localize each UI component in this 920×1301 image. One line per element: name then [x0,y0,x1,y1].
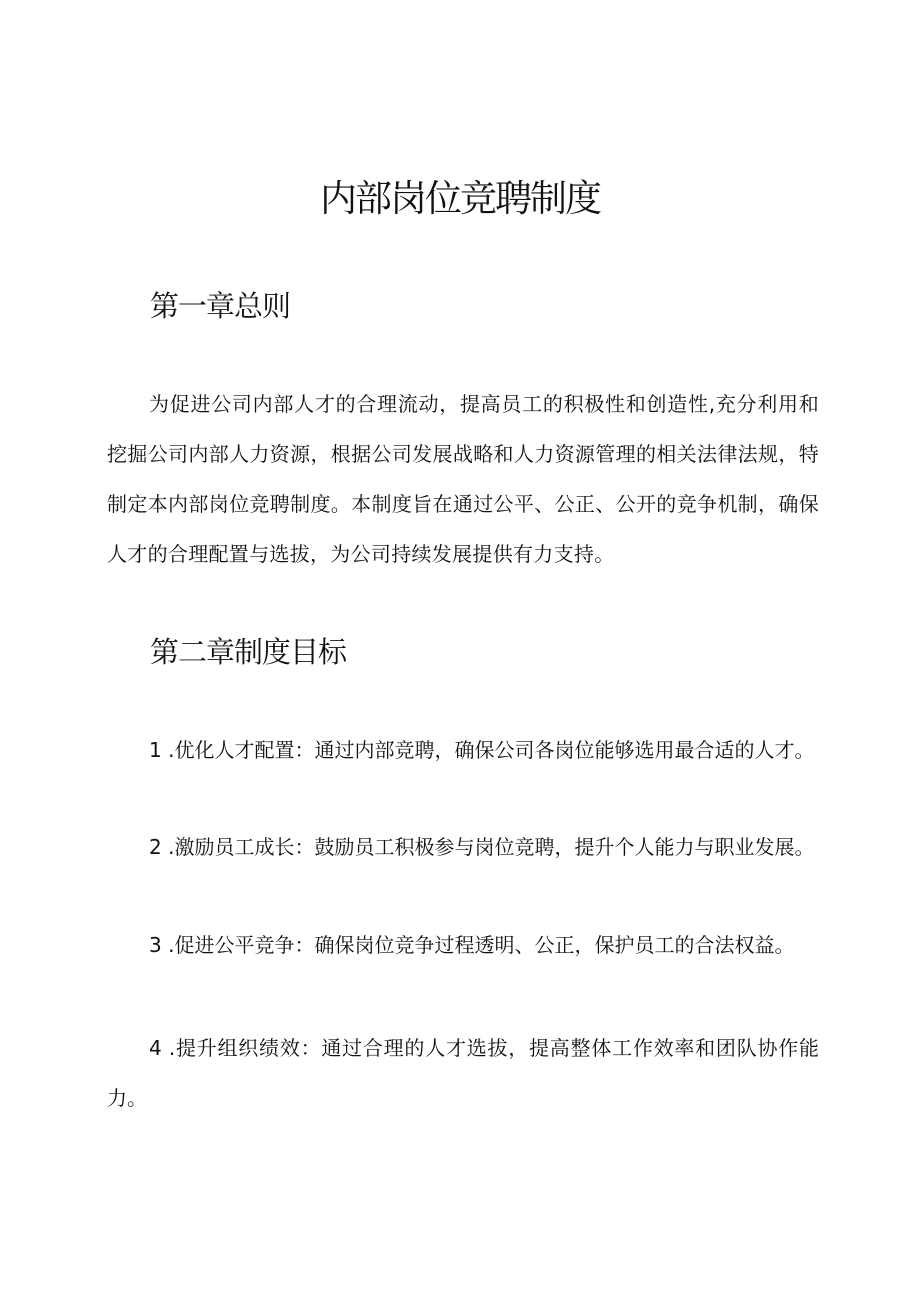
chapter-1-heading: 第一章总则 [150,289,291,323]
objective-item-1 [107,725,819,775]
objective-text-3: 促进公平竞争：确保岗位竞争过程透明、公正，保护员工的合法权益。 [174,933,795,957]
chapter-2-heading: 第二章制度目标 [150,635,347,669]
objective-text-4: 提升组织绩效：通过合理的人才选拔，提高整体工作效率和团队协作能力。 [107,1036,819,1110]
objective-item-4 [107,1023,819,1123]
objective-number-3: 3 . [149,933,175,957]
objective-number-4: 4 . [149,1036,176,1060]
chapter-1-paragraph: 为促进公司内部人才的合理流动，提高员工的积极性和创造性,充分利用和挖掘公司内部人力资源，根据公司发展战略和人力资源管理的相关法律法规，特制定本内部岗位竞聘制度。本制度旨在通过公平、公正、公开的竞争机制，确保人才的合理配置与选拔，为公司持续发展提供有力支持。 [107,392,819,566]
objective-number-1: 1 . [149,738,175,762]
objective-number-2: 2 . [149,835,175,859]
document-title: 内部岗位竞聘制度 [320,177,600,220]
objective-text-2: 激励员工成长：鼓励员工积极参与岗位竞聘，提升个人能力与职业发展。 [174,835,815,859]
objective-item-2 [107,822,819,872]
objective-item-3 [107,920,819,970]
objective-text-1: 优化人才配置：通过内部竞聘，确保公司各岗位能够选用最合适的人才。 [174,738,815,762]
